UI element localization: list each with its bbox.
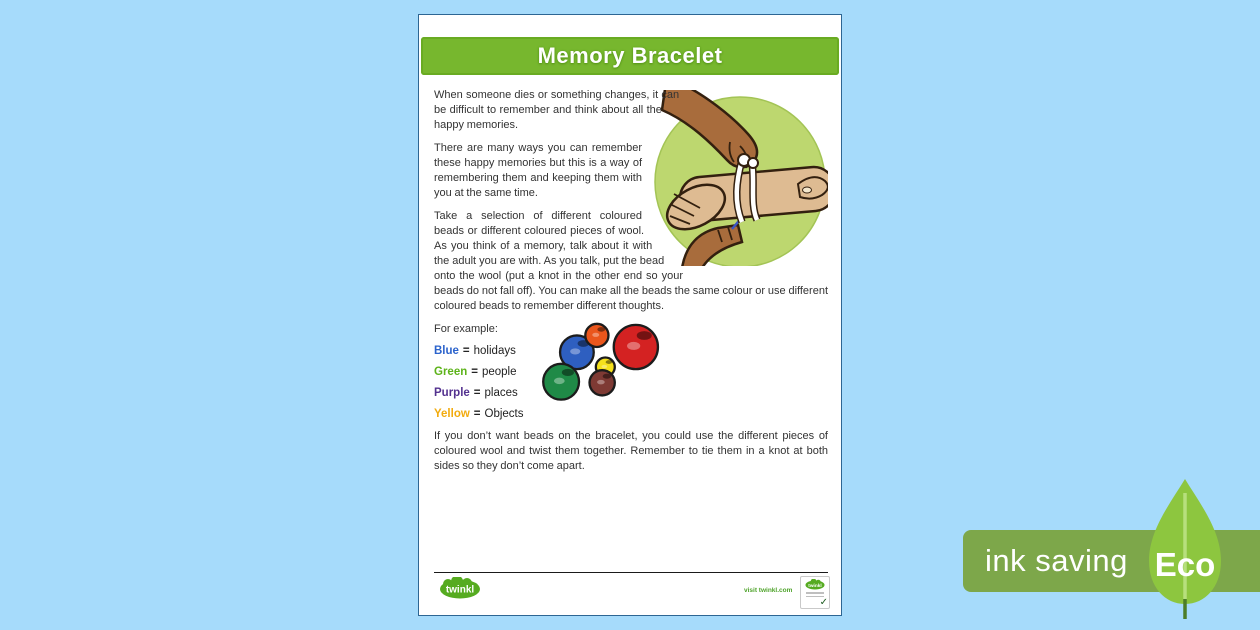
colour-word: Purple bbox=[434, 387, 470, 399]
twinkl-logo-text: twinkl bbox=[445, 584, 475, 596]
twinkl-quality-badge bbox=[800, 576, 830, 609]
svg-text:twinkl: twinkl bbox=[808, 583, 822, 589]
colour-word: Blue bbox=[434, 345, 459, 357]
bracelet-illustration-svg bbox=[652, 90, 828, 266]
eco-label: Eco bbox=[1154, 546, 1216, 583]
beads-illustration bbox=[529, 307, 669, 407]
paragraph-wool-alternative: If you don’t want beads on the bracelet, you could use the different pieces of coloured wool and twist them together. Remember to tie them in a knot at both sides so they don’t come apart. bbox=[434, 430, 828, 472]
page-content bbox=[419, 88, 841, 474]
colour-word: Green bbox=[434, 366, 468, 378]
title-banner bbox=[421, 37, 839, 75]
visit-twinkl-text: visit twinkl.com bbox=[744, 587, 793, 594]
bracelet-tying-illustration bbox=[652, 90, 828, 266]
equals-sign: = bbox=[462, 345, 470, 357]
worksheet-page bbox=[418, 14, 842, 616]
colour-meaning-item bbox=[434, 408, 828, 420]
paragraph-intro: When someone dies or something changes, it can be difficult to remember and think about all the happy memories. bbox=[434, 89, 680, 131]
equals-sign: = bbox=[473, 408, 481, 420]
colour-meaning: holidays bbox=[473, 345, 516, 357]
footer-divider bbox=[434, 572, 828, 573]
maroon-bead bbox=[590, 370, 615, 395]
colour-meaning: places bbox=[484, 387, 518, 399]
green-bead bbox=[543, 364, 579, 400]
paragraph-ways: There are many ways you can remember these happy memories but this is a way of remembering them and keeping them with you at the same time. bbox=[434, 142, 642, 199]
badge-check-icon: ✓ bbox=[819, 597, 828, 608]
badge-text-line bbox=[806, 592, 824, 594]
example-label: For example: bbox=[434, 323, 498, 335]
page-title: Memory Bracelet bbox=[537, 43, 723, 68]
red-bead bbox=[614, 325, 658, 369]
twinkl-logo bbox=[439, 577, 481, 599]
orange-bead bbox=[585, 324, 608, 347]
colour-meaning: people bbox=[481, 366, 517, 378]
paragraph-instructions: Take a selection of different coloured beads or different coloured pieces of wool. As you think of a memory, talk about it with the adult you are with. As you talk, put the bead onto the wool (put a knot in the other end so your beads do not fall off). You can make all the beads the same colour or use different coloured beads to remember different thoughts. bbox=[434, 210, 828, 312]
equals-sign: = bbox=[473, 387, 481, 399]
twinkl-badge-logo bbox=[805, 579, 825, 590]
ink-saving-label: ink saving bbox=[985, 543, 1128, 578]
colour-meaning: Objects bbox=[484, 408, 524, 420]
colour-word: Yellow bbox=[434, 408, 470, 420]
equals-sign: = bbox=[471, 366, 478, 378]
eco-leaf-icon bbox=[1143, 477, 1227, 622]
